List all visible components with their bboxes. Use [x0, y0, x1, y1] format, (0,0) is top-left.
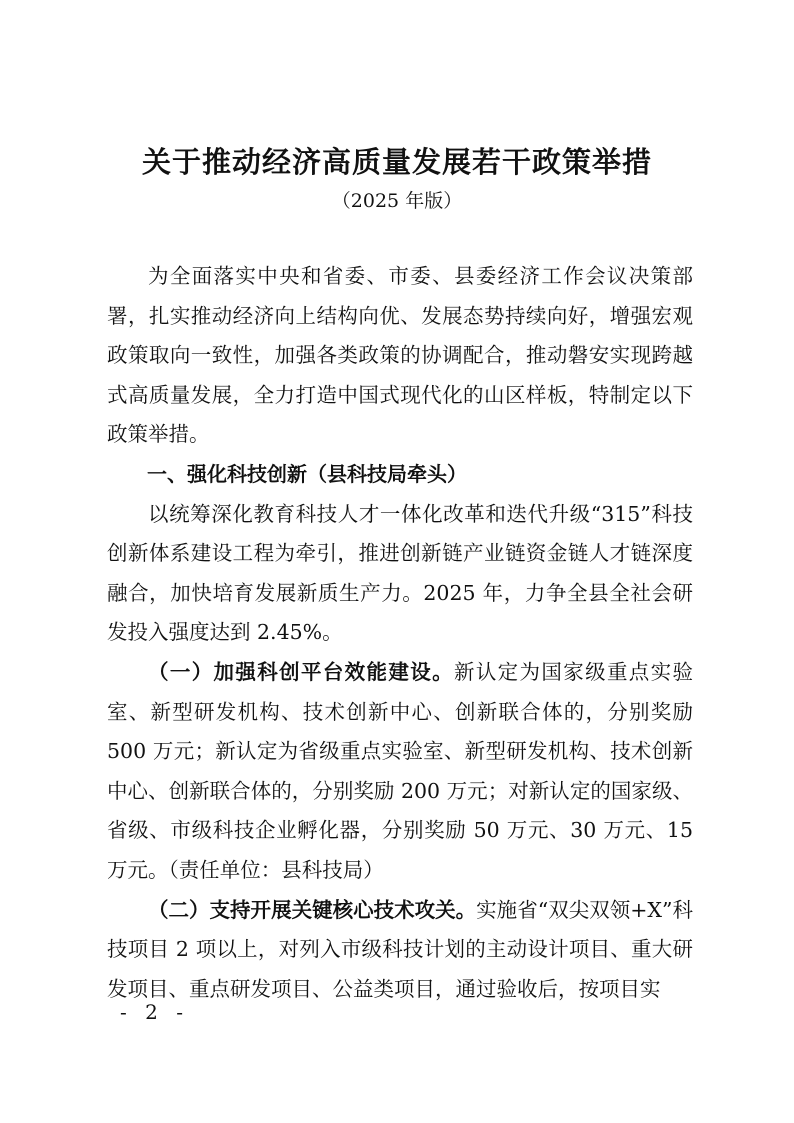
- item-paragraph-1: [107, 653, 693, 891]
- item-lead-1: （一）加强科创平台效能建设。: [148, 659, 454, 684]
- item-lead-2: （二）支持开展关键核心技术攻关。: [148, 897, 477, 922]
- document-title: 关于推动经济高质量发展若干政策举措: [141, 145, 652, 179]
- section-paragraph: 以统筹深化教育科技人才一体化改革和迭代升级“315”科技创新体系建设工程为牵引，推进创新链产业链资金链人才链深度融合，加快培育发展新质生产力。2025 年，力争全县全社会研发投入强度达到 2.45%。: [107, 501, 693, 645]
- document-subtitle: （2025 年版）: [331, 190, 463, 212]
- document-body: [107, 257, 693, 1009]
- item-paragraph-2: [107, 891, 693, 1010]
- section-heading: 一、强化科技创新（县科技局牵头）: [147, 461, 467, 486]
- item-text-1: 新认定为国家级重点实验室、新型研发机构、技术创新中心、创新联合体的，分别奖励 500 万元；新认定为省级重点实验室、新型研发机构、技术创新中心、创新联合体的，分别奖励 200 万元；对新认定的国家级、省级、市级科技企业孵化器，分别奖励 50 万元、30 万元、15 万元。（责任单位：县科技局）: [107, 659, 694, 882]
- page-number: - 2 -: [120, 1000, 189, 1024]
- item-text-2: 实施省“双尖双领+X”科技项目 2 项以上，对列入市级科技计划的主动设计项目、重大研发项目、重点研发项目、公益类项目，通过验收后，按项目实: [107, 897, 693, 1001]
- intro-paragraph: 为全面落实中央和省委、市委、县委经济工作会议决策部署，扎实推动经济向上结构向优、发展态势持续向好，增强宏观政策取向一致性，加强各类政策的协调配合，推动磐安实现跨越式高质量发展，全力打造中国式现代化的山区样板，特制定以下政策举措。: [107, 264, 693, 447]
